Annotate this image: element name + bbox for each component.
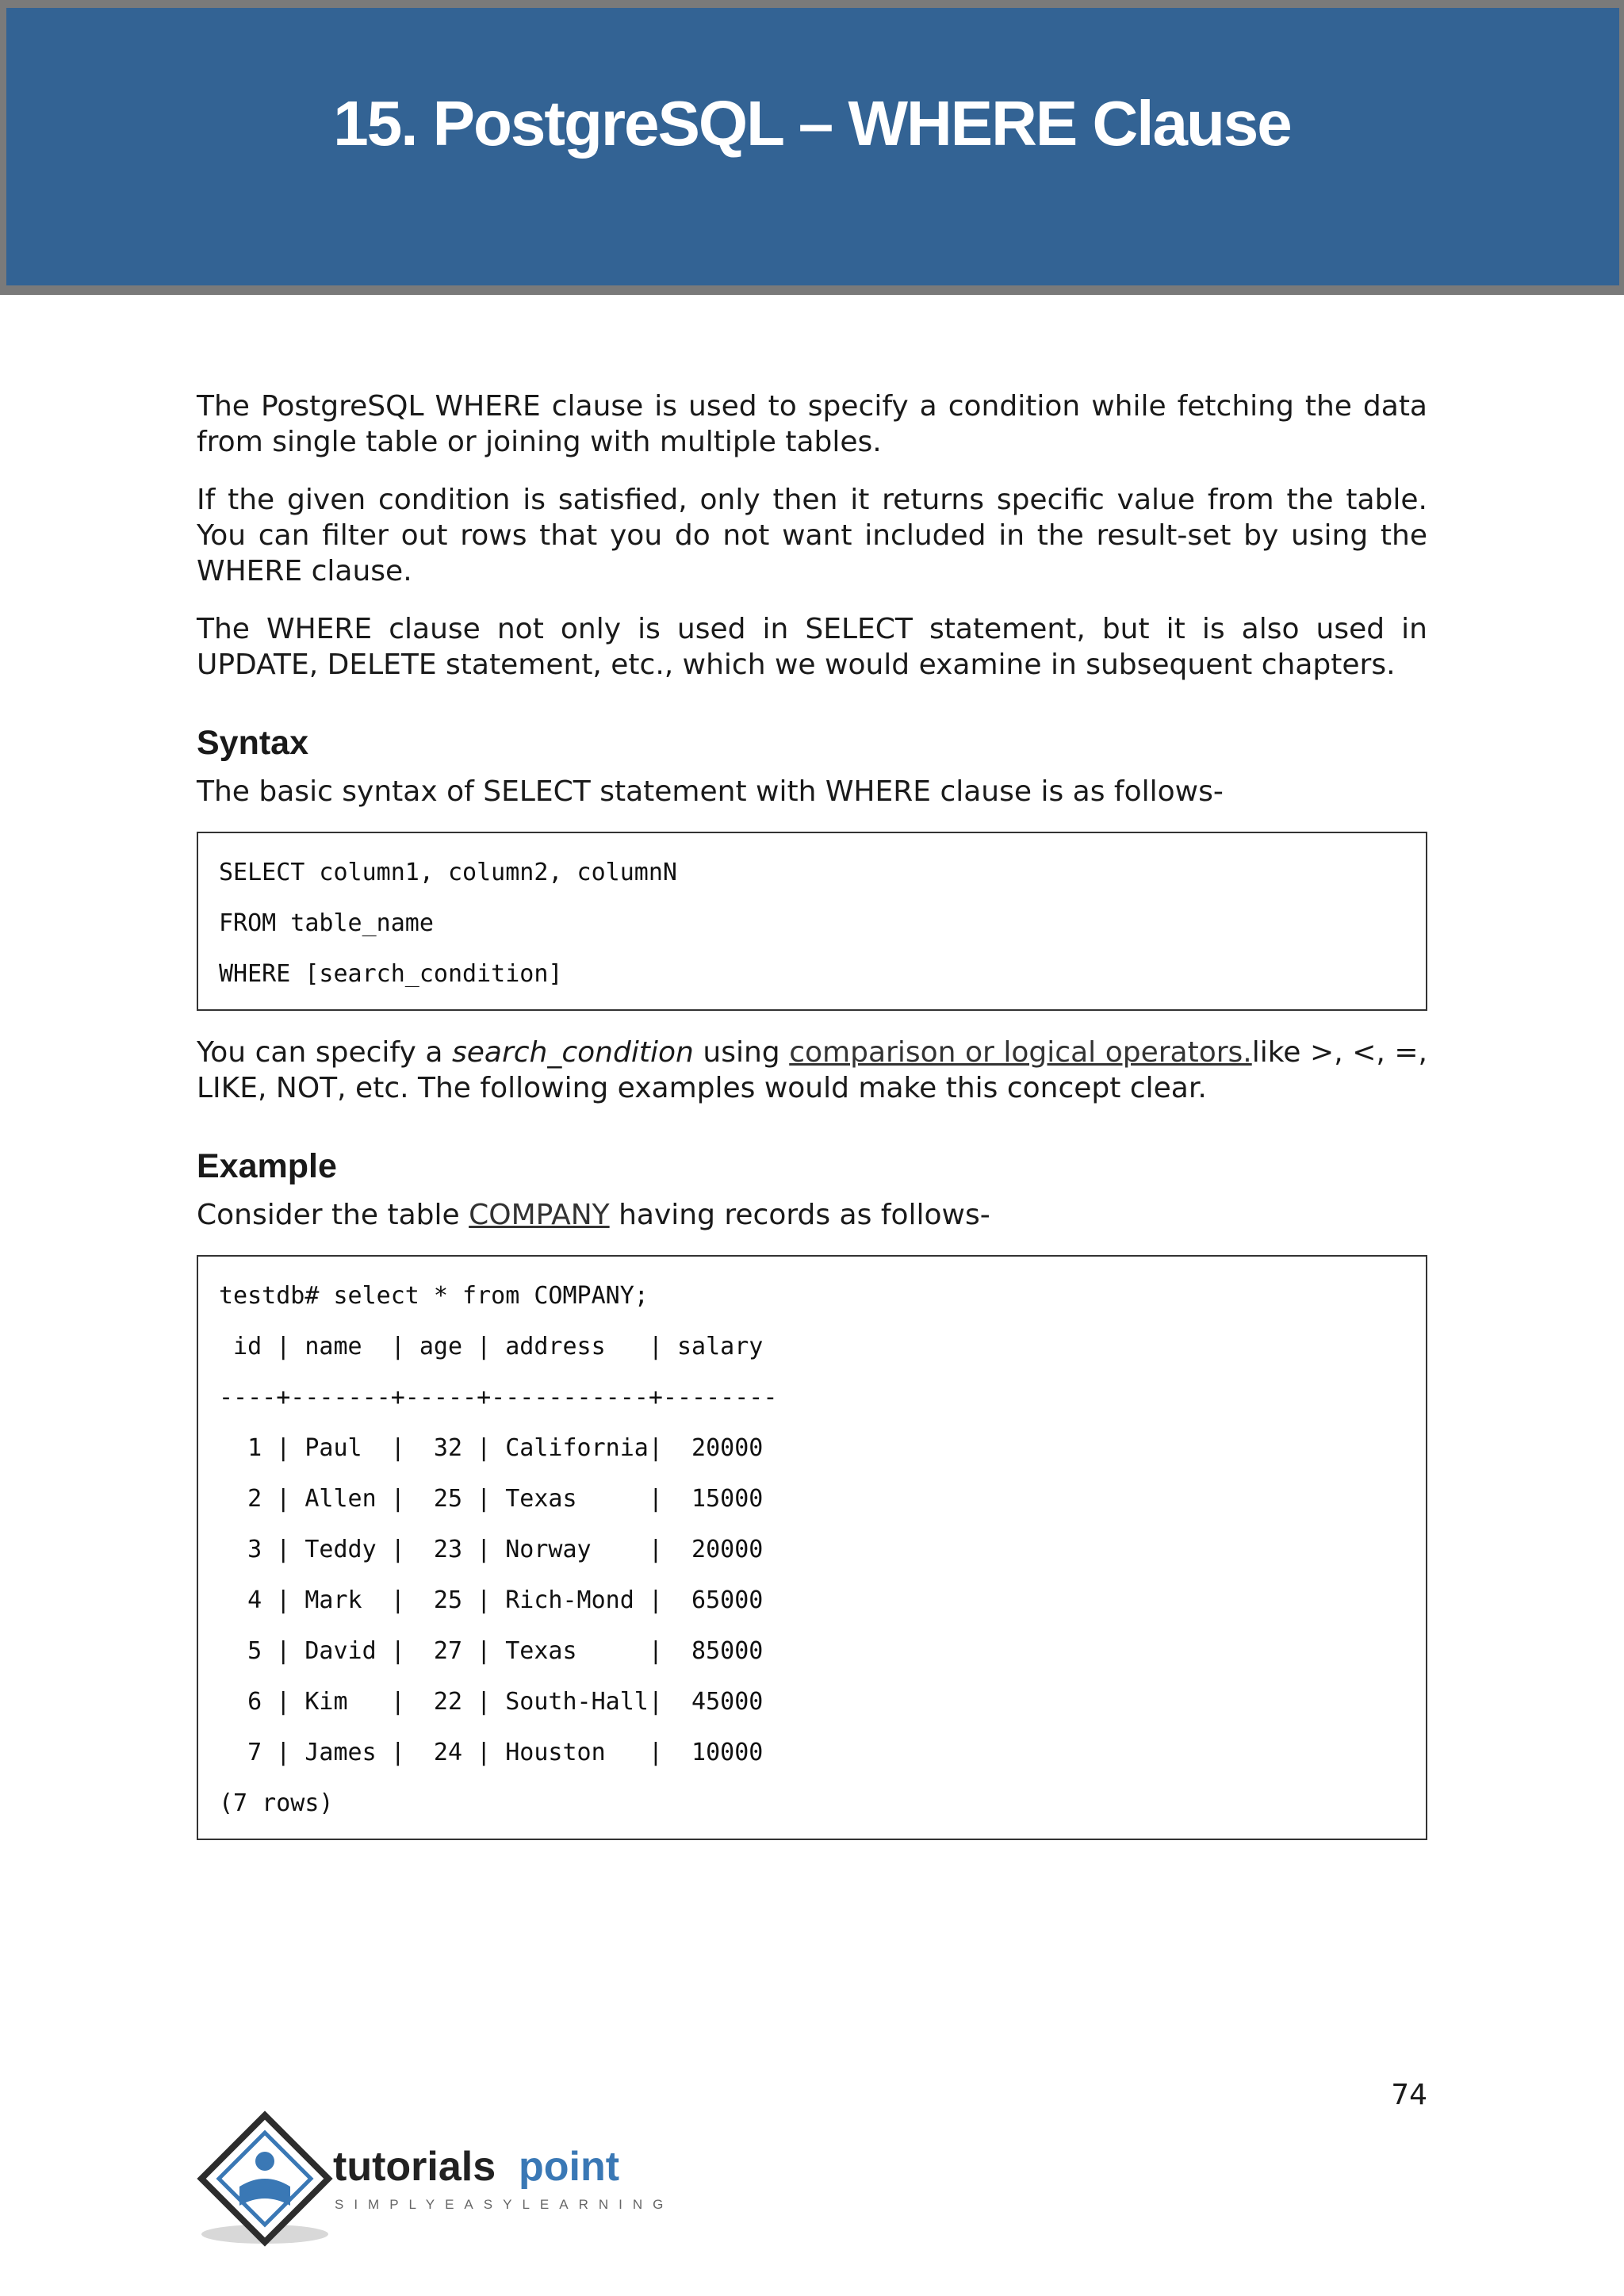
code-line: 1 | Paul | 32 | California| 20000 (219, 1434, 764, 1462)
logo-wordmark-primary: tutorials (333, 2144, 496, 2190)
code-line: (7 rows) (219, 1789, 334, 1817)
code-line: SELECT column1, column2, columnN (219, 859, 677, 886)
code-line: 7 | James | 24 | Houston | 10000 (219, 1739, 764, 1766)
example-intro (197, 1197, 1427, 1233)
code-line: FROM table_name (219, 909, 434, 937)
search-condition-note (197, 1035, 1427, 1106)
note-text: like >, <, =, LIKE, NOT, etc. The following examples would make this concept clear. (197, 1036, 1427, 1104)
page-content (197, 388, 1427, 1864)
example-code-block (197, 1255, 1427, 1840)
code-line: id | name | age | address | salary (219, 1333, 764, 1360)
intro-paragraph-1: The PostgreSQL WHERE clause is used to specify a condition while fetching the data from single table or joining with multiple tables. (197, 390, 1427, 458)
logo-tagline: SIMPLYEASYLEARNING (335, 2197, 674, 2212)
code-line: 4 | Mark | 25 | Rich-Mond | 65000 (219, 1586, 764, 1614)
example-heading: Example (197, 1147, 337, 1185)
tutorialspoint-logo (193, 2107, 685, 2250)
code-line: 3 | Teddy | 23 | Norway | 20000 (219, 1536, 764, 1563)
example-intro-text: having records as follows- (609, 1199, 990, 1231)
page-number: 74 (1391, 2079, 1427, 2111)
code-line: 2 | Allen | 25 | Texas | 15000 (219, 1485, 764, 1513)
code-line: testdb# select * from COMPANY; (219, 1282, 649, 1310)
intro-paragraph-2: If the given condition is satisfied, only then it returns specific value from the table. You can filter out rows that you do not want included in the result-set by using the WHERE clause. (197, 484, 1427, 587)
syntax-heading: Syntax (197, 724, 309, 762)
syntax-description: The basic syntax of SELECT statement with WHERE clause is as follows- (197, 775, 1224, 808)
chapter-title: 15. PostgreSQL – WHERE Clause (333, 88, 1291, 159)
code-line: WHERE [search_condition] (219, 960, 563, 988)
operators-link[interactable]: comparison or logical operators. (789, 1036, 1252, 1069)
code-line: ----+-------+-----+-----------+-------- (219, 1383, 778, 1411)
logo-figure-head (255, 2152, 274, 2171)
logo-wordmark-accent: point (519, 2144, 620, 2190)
note-text: using (693, 1036, 790, 1069)
intro-paragraph-3: The WHERE clause not only is used in SELECT statement, but it is also used in UPDATE, DELETE statement, etc., which we would examine in subsequent chapters. (197, 613, 1427, 681)
example-intro-text: Consider the table (197, 1199, 469, 1231)
company-link[interactable]: COMPANY (469, 1199, 610, 1231)
syntax-code-block (197, 832, 1427, 1011)
search-condition-term: search_condition (451, 1036, 694, 1069)
chapter-banner (0, 0, 1624, 295)
code-line: 6 | Kim | 22 | South-Hall| 45000 (219, 1688, 764, 1716)
note-text: You can specify a (197, 1036, 452, 1069)
code-line: 5 | David | 27 | Texas | 85000 (219, 1637, 764, 1665)
